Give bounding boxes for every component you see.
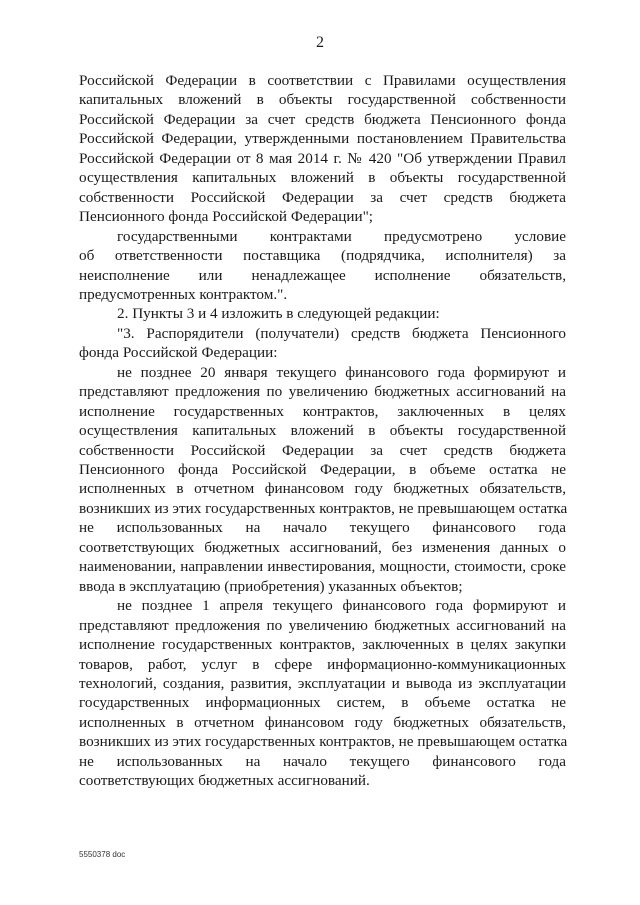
- page-number: 2: [316, 34, 324, 51]
- text-line: государственными контрактами предусмотрено условие: [117, 227, 566, 245]
- text-line: Российской Федерации, утвержденными постановлением Правительства: [79, 130, 566, 148]
- text-line: соответствующих бюджетных ассигнований.: [79, 772, 370, 790]
- text-line: технологий, создания, развития, эксплуатации и вывода из эксплуатации: [79, 674, 566, 692]
- text-line: фонда Российской Федерации:: [79, 344, 278, 362]
- text-line: исполнение государственных контрактов, заключенных в целях: [79, 402, 566, 420]
- text-line: неисполнение или ненадлежащее исполнение обязательств,: [79, 266, 566, 284]
- text-line: предусмотренных контрактом.".: [79, 285, 288, 303]
- text-line: государственных информационных систем, в объеме остатка не: [79, 694, 566, 712]
- text-line: Пенсионного фонда Российской Федерации";: [79, 208, 374, 226]
- text-line: Пенсионного фонда Российской Федерации, в объеме остатка не: [79, 461, 566, 478]
- text-line: не использованных на начало текущего финансового года: [79, 519, 566, 537]
- text-line: возникших из этих государственных контрактов, не превышающем остатка: [79, 733, 568, 751]
- text-line: не позднее 1 апреля текущего финансового года формируют и: [117, 597, 566, 615]
- text-line: возникших из этих государственных контрактов, не превышающем остатка: [79, 499, 568, 517]
- text-line: 2. Пункты 3 и 4 изложить в следующей редакции:: [117, 305, 440, 323]
- text-line: товаров, работ, услуг в сфере информационно-коммуникационных: [79, 655, 566, 673]
- text-line: исполненных в отчетном финансовом году бюджетных обязательств,: [79, 713, 566, 731]
- text-line: соответствующих бюджетных ассигнований, без изменения данных о: [79, 538, 566, 556]
- text-line: осуществления капитальных вложений в объекты государственной: [79, 422, 566, 440]
- text-line: собственности Российской Федерации за счет средств бюджета: [79, 188, 566, 206]
- text-line: не использованных на начало текущего финансового года: [79, 752, 566, 770]
- text-line: собственности Российской Федерации за счет средств бюджета: [79, 441, 566, 459]
- text-line: исполнение государственных контрактов, заключенных в целях закупки: [79, 636, 566, 654]
- text-line: не позднее 20 января текущего финансового года формируют и: [117, 363, 566, 381]
- text-line: Российской Федерации от 8 мая 2014 г. № 420 "Об утверждении Правил: [79, 149, 566, 167]
- text-line: ввода в эксплуатацию (приобретения) указанных объектов;: [79, 577, 463, 595]
- text-line: исполненных в отчетном финансовом году бюджетных обязательств,: [79, 480, 566, 498]
- text-line: наименовании, направлении инвестирования, мощности, стоимости, сроке: [79, 558, 566, 576]
- text-line: Российской Федерации за счет средств бюджета Пенсионного фонда: [79, 110, 566, 128]
- text-line: осуществления капитальных вложений в объекты государственной: [79, 169, 566, 187]
- document-footer-id: 5550378 doc: [79, 850, 126, 859]
- text-line: Российской Федерации в соответствии с Правилами осуществления: [79, 72, 566, 89]
- text-line: представляют предложения по увеличению бюджетных ассигнований на: [79, 383, 566, 401]
- text-line: представляют предложения по увеличению бюджетных ассигнований на: [79, 616, 566, 634]
- text-line: "3. Распорядители (получатели) средств бюджета Пенсионного: [117, 324, 566, 342]
- text-line: об ответственности поставщика (подрядчика, исполнителя) за: [79, 247, 566, 265]
- text-line: капитальных вложений в объекты государственной собственности: [79, 91, 566, 109]
